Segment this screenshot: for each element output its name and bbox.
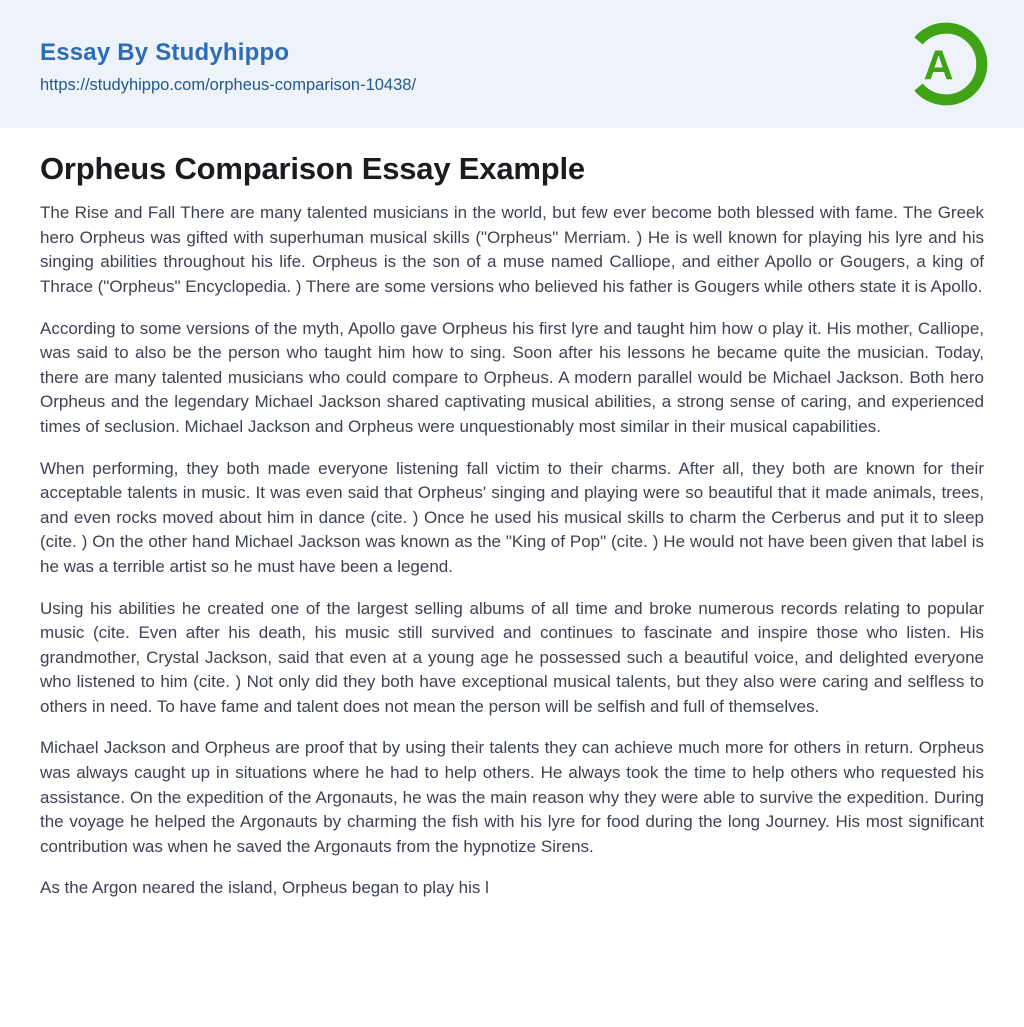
- essay-paragraph: According to some versions of the myth, Apollo gave Orpheus his first lyre and taught him how o play it. His mother, Calliope, was said to also be the person who taught him how to sing. Soon after his lessons he became quite the musician. Today, there are many talented musicians who could compare to Orpheus. A modern parallel would be Michael Jackson. Both hero Orpheus and the legendary Michael Jackson shared captivating musical abilities, a strong sense of caring, and experienced times of seclusion. Michael Jackson and Orpheus were unquestionably most similar in their musical capabilities.: [40, 318, 984, 436]
- logo-arc-icon: [900, 18, 992, 110]
- essay-paragraph: Using his abilities he created one of the largest selling albums of all time and broke numerous records relating to popular music (cite. Even after his death, his music still survived and continues to fascinate and inspire those who listen. His grandmother, Crystal Jackson, said that even at a young age he possessed such a beautiful voice, and delighted everyone who listened to him (cite. ) Not only did they both have exceptional musical talents, but they also were caring and selfless to others in need. To have fame and talent does not mean the person will be selfish and full of themselves.: [40, 598, 984, 716]
- header-text-block: [40, 33, 416, 95]
- essay-url-link[interactable]: https://studyhippo.com/orpheus-comparison-10438/: [40, 76, 417, 94]
- essay-paragraph: When performing, they both made everyone listening fall victim to their charms. After all, they both are known for their acceptable talents in music. It was even said that Orpheus' singing and playing were so beautiful that it made animals, trees, and even rocks moved about him in dance (cite. ) Once he used his musical skills to charm the Cerberus and put it to sleep (cite. ) On the other hand Michael Jackson was known as the "King of Pop" (cite. ) He would not have been given that label is he was a terrible artist so he must have been a legend.: [40, 458, 984, 576]
- site-title: Essay By Studyhippo: [40, 39, 290, 66]
- essay-title: Orpheus Comparison Essay Example: [40, 151, 585, 186]
- essay-paragraph: Michael Jackson and Orpheus are proof that by using their talents they can achieve much more for others in return. Orpheus was always caught up in situations where he had to help others. He always took the time to help others who requested his assistance. On the expedition of the Argonauts, he was the main reason why they were able to survive the expedition. During the voyage he helped the Argonauts by charming the fish with his lyre for food during the long Journey. His most significant contribution was when he saved the Argonauts from the hypnotize Sirens.: [40, 738, 984, 856]
- logo-letter: A: [923, 42, 954, 89]
- essay-paragraph: As the Argon neared the island, Orpheus began to play his l: [40, 878, 489, 898]
- studyhippo-logo: [900, 18, 992, 110]
- essay-article: [0, 150, 1024, 901]
- page-header: [0, 0, 1024, 128]
- essay-paragraph: The Rise and Fall There are many talented musicians in the world, but few ever become both blessed with fame. The Greek hero Orpheus was gifted with superhuman musical skills ("Orpheus" Merriam. ) He is well known for playing his lyre and his singing abilities throughout his life. Orpheus is the son of a muse named Calliope, and either Apollo or Gougers, a king of Thrace ("Orpheus" Encyclopedia. ) There are some versions who believed his father is Gougers while others state it is Apollo.: [40, 203, 984, 296]
